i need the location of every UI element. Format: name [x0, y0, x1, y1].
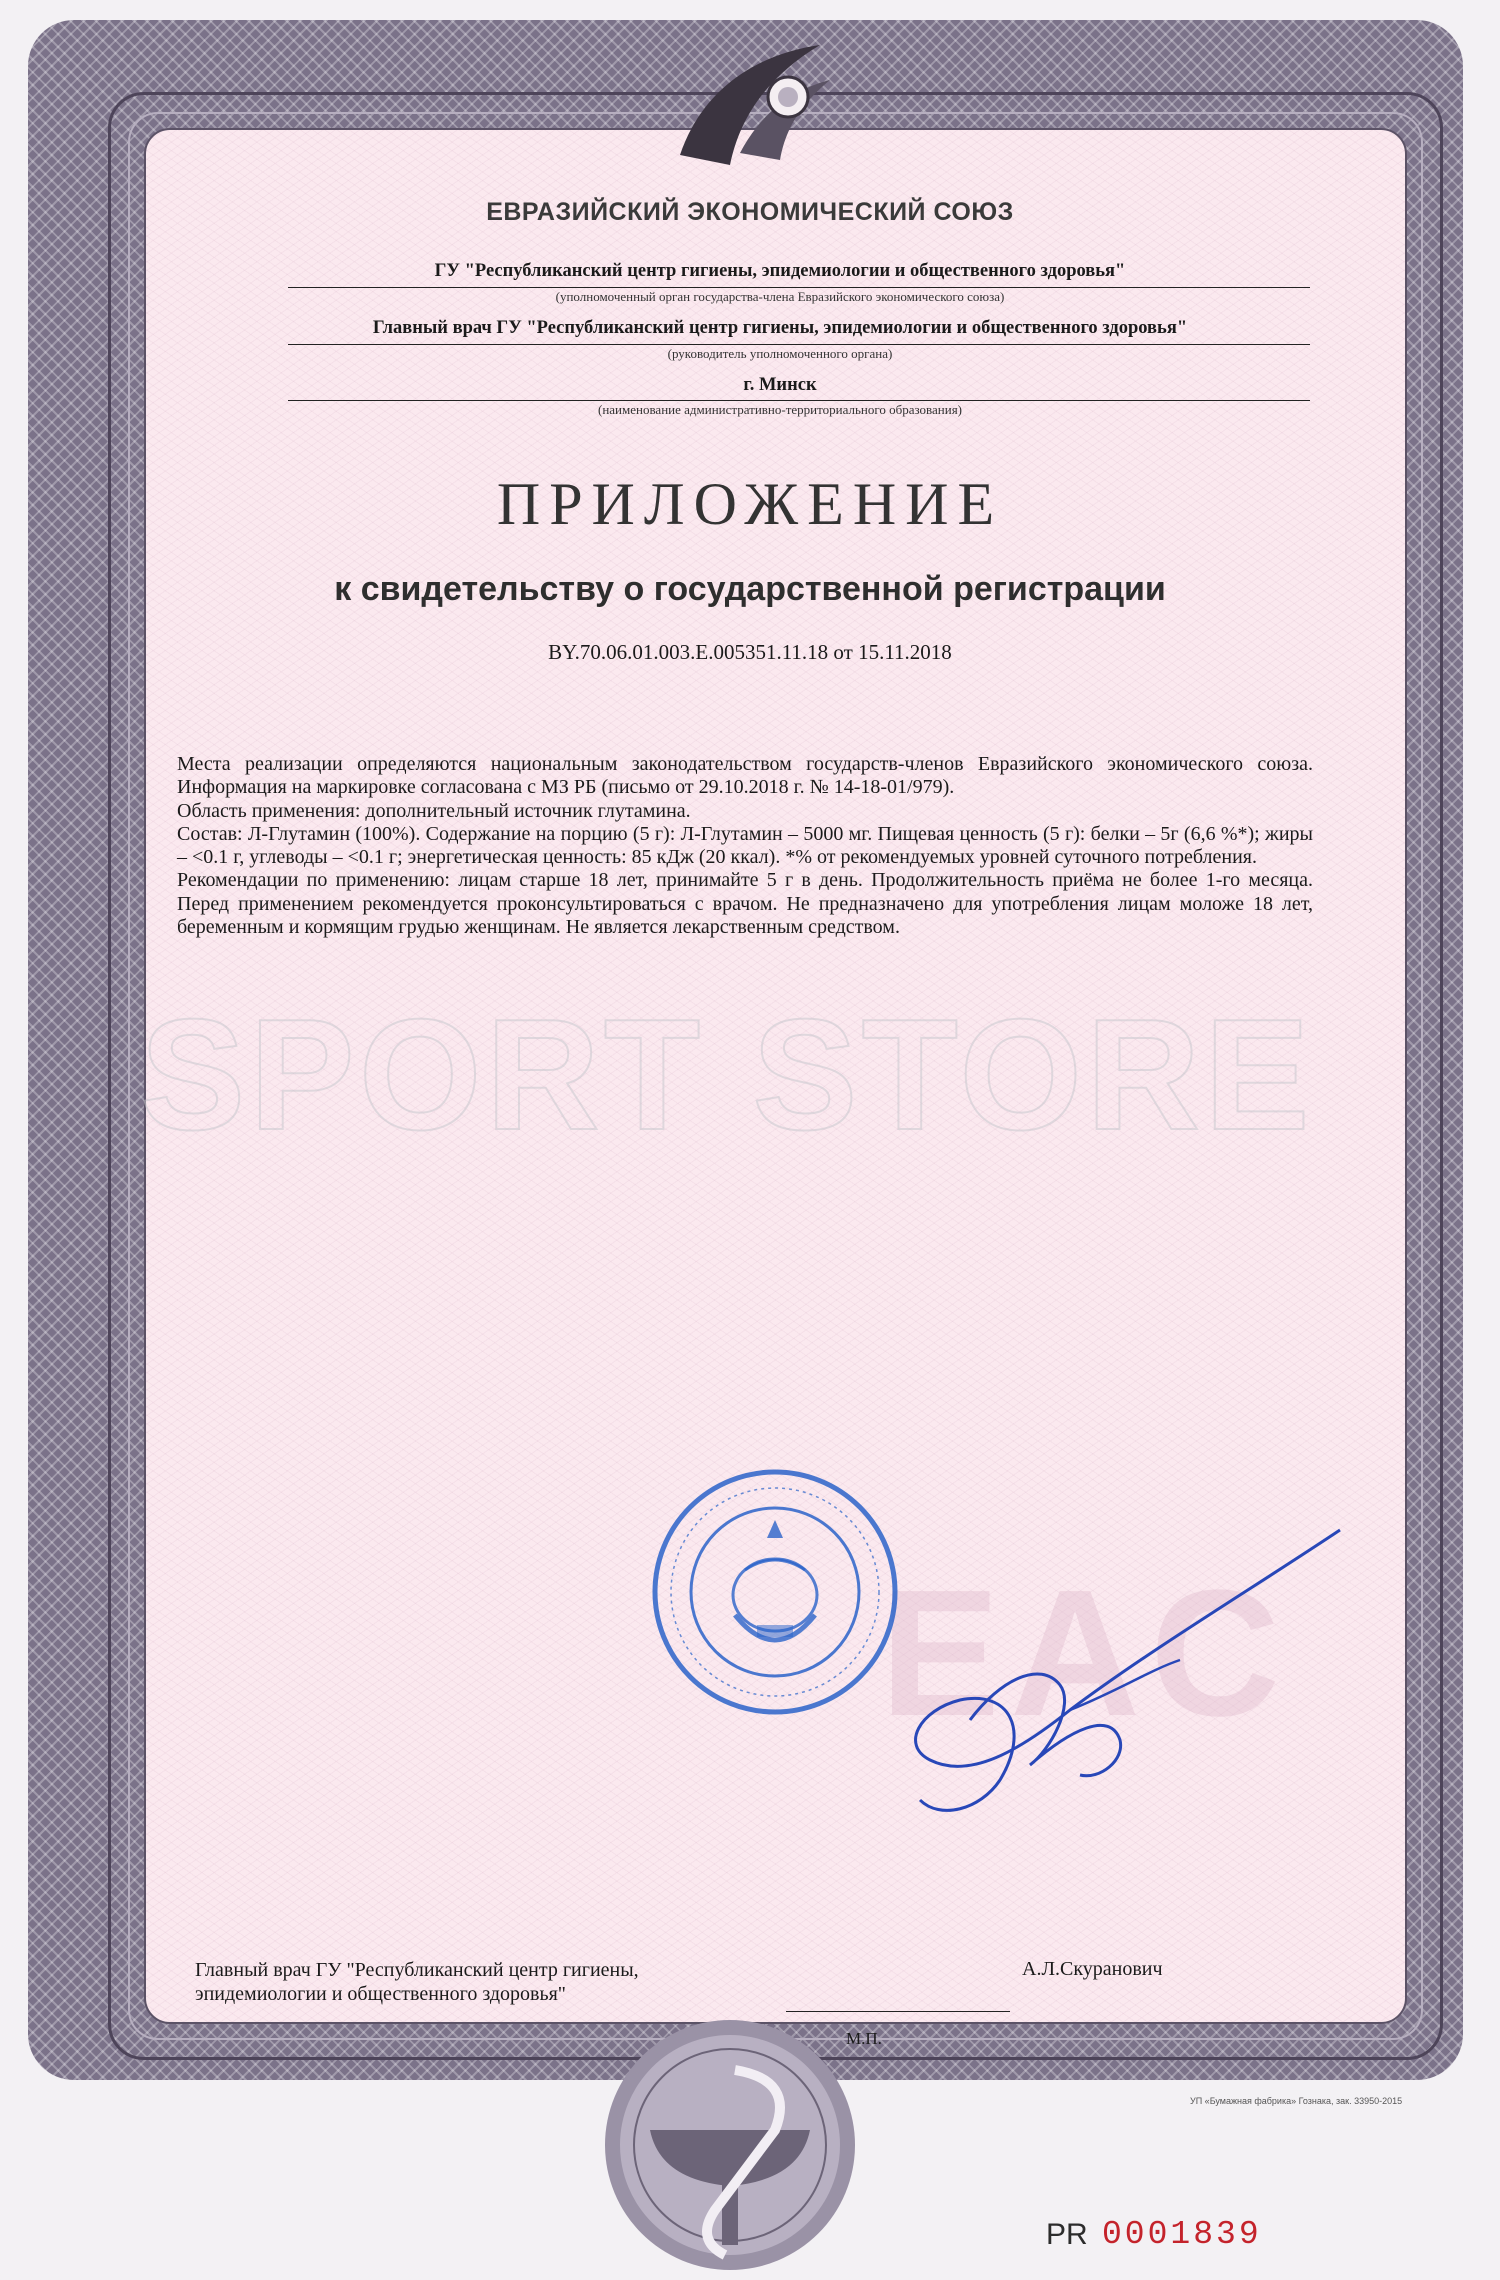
signer-position-line2: эпидемиологии и общественного здоровья" — [195, 1983, 566, 2005]
authority-caption: (уполномоченный орган государства-члена Евразийского экономического союза) — [555, 289, 1005, 304]
document-title: ПРИЛОЖЕНИЕ — [496, 471, 1004, 537]
authority-rule — [288, 287, 1310, 288]
head-caption: (руководитель уполномоченного органа) — [667, 346, 893, 361]
body-paragraph-composition: Состав: Л-Глутамин (100%). Содержание на порцию (5 г): Л-Глутамин – 5000 мг. Пищевая ценность (5 г): белки – 5г (6,6 %*); жиры – <0.1 г, углеводы – <0.1 г; энергетическая ценность: 85 кДж (20 ккал). *% от рекомендуемых уровней суточного потребления. — [177, 822, 1313, 869]
city-rule — [288, 400, 1310, 401]
city-caption: (наименование административно-территориального образования) — [597, 402, 963, 417]
union-name: ЕВРАЗИЙСКИЙ ЭКОНОМИЧЕСКИЙ СОЮЗ — [486, 198, 1014, 226]
authority-name: ГУ "Республиканский центр гигиены, эпидемиологии и общественного здоровья" — [434, 261, 1126, 281]
certificate-body — [177, 753, 1313, 939]
serial-prefix: PR — [1046, 2218, 1088, 2251]
registration-number: BY.70.06.01.003.E.005351.11.18 от 15.11.2018 — [548, 640, 952, 664]
document-subtitle: к свидетельству о государственной регистрации — [334, 570, 1166, 608]
city-name: г. Минск — [743, 375, 817, 395]
body-paragraph-sales: Места реализации определяются национальным законодательством государств-членов Евразийского экономического союза. Информация на маркировке согласована с МЗ РБ (письмо от 29.10.2018 г. № 14-18-01/979). — [177, 753, 1313, 799]
sport-store-watermark: SPORT STORE — [140, 987, 1314, 1163]
signature-block — [195, 1958, 639, 2006]
body-paragraph-scope: Область применения: дополнительный источник глутамина. — [177, 799, 691, 822]
printer-note: УП «Бумажная фабрика» Гознака, зак. 33950-2015 — [1190, 2096, 1403, 2106]
seal-place-label: М.П. — [846, 2029, 882, 2048]
hygieia-medallion-icon — [595, 2010, 865, 2280]
eac-mark: EAC — [880, 1553, 1291, 1754]
signer-position-line1: Главный врач ГУ "Республиканский центр гигиены, — [195, 1959, 639, 1981]
signer-name: А.Л.Скуранович — [1022, 1958, 1163, 1980]
body-paragraph-recommendations: Рекомендации по применению: лицам старше 18 лет, принимайте 5 г в день. Продолжительность приёма не более 1-го месяца. Перед применением рекомендуется проконсультироваться с врачом. Не предназначено для употребления лицам моложе 18 лет, беременным и кормящим грудью женщинам. Не является лекарственным средством. — [177, 869, 1313, 939]
head-name: Главный врач ГУ "Республиканский центр гигиены, эпидемиологии и общественного здоровья" — [372, 318, 1188, 338]
eaeu-logo-icon — [670, 35, 840, 175]
serial-number: 0001839 — [1102, 2216, 1262, 2253]
head-rule — [288, 344, 1310, 345]
signature-icon — [820, 1510, 1380, 1840]
